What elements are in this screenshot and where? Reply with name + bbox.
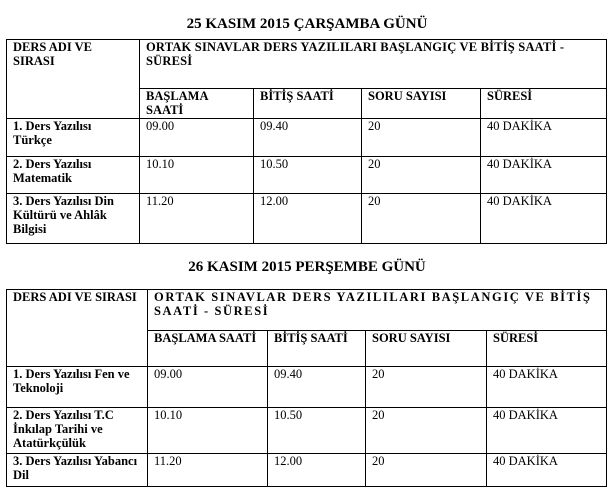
- subject-cell: 2. Ders Yazılısı Matematik: [7, 157, 140, 194]
- table-row: [7, 194, 607, 244]
- duration-cell: 40 DAKİKA: [487, 408, 607, 454]
- subject-cell: 3. Ders Yazılısı Din Kültürü ve Ahlâk Bilgisi: [7, 194, 140, 244]
- start-time-cell: 11.20: [140, 194, 254, 244]
- end-time-cell: 09.40: [254, 119, 362, 157]
- table-row: [7, 119, 607, 157]
- day1-col-duration-header: SÜRESİ: [481, 89, 607, 119]
- duration-cell: 40 DAKİKA: [481, 119, 607, 157]
- end-time-cell: 09.40: [268, 367, 366, 408]
- day1-col-subject-header: DERS ADI VE SIRASI: [7, 40, 140, 119]
- table-row: [7, 157, 607, 194]
- day2-col-end-header: BİTİŞ SAATİ: [268, 331, 366, 367]
- day2-span-header: ORTAK SINAVLAR DERS YAZILILARI BAŞLANGIÇ VE BİTİŞ SAATİ - SÜRESİ: [148, 290, 607, 331]
- subject-cell: 3. Ders Yazılısı Yabancı Dil: [7, 454, 148, 487]
- question-count-cell: 20: [366, 454, 487, 487]
- day1-col-start-header: BAŞLAMA SAATİ: [140, 89, 254, 119]
- start-time-cell: 09.00: [140, 119, 254, 157]
- question-count-cell: 20: [362, 194, 481, 244]
- end-time-cell: 10.50: [268, 408, 366, 454]
- end-time-cell: 10.50: [254, 157, 362, 194]
- subject-cell: 1. Ders Yazılısı Fen ve Teknoloji: [7, 367, 148, 408]
- duration-cell: 40 DAKİKA: [487, 367, 607, 408]
- day2-header-row: [7, 290, 607, 331]
- end-time-cell: 12.00: [254, 194, 362, 244]
- table-row: [7, 367, 607, 408]
- subject-cell: 2. Ders Yazılısı T.C İnkılap Tarihi ve Atatürkçülük: [7, 408, 148, 454]
- day1-schedule-table: [6, 39, 607, 244]
- day2-title: 26 KASIM 2015 PERŞEMBE GÜNÜ: [188, 259, 426, 275]
- duration-cell: 40 DAKİKA: [487, 454, 607, 487]
- start-time-cell: 11.20: [148, 454, 268, 487]
- duration-cell: 40 DAKİKA: [481, 194, 607, 244]
- table-row: [7, 454, 607, 487]
- duration-cell: 40 DAKİKA: [481, 157, 607, 194]
- question-count-cell: 20: [366, 408, 487, 454]
- day2-col-questions-header: SORU SAYISI: [366, 331, 487, 367]
- day2-col-subject-header: DERS ADI VE SIRASI: [7, 290, 148, 367]
- table-row: [7, 408, 607, 454]
- start-time-cell: 09.00: [148, 367, 268, 408]
- question-count-cell: 20: [362, 157, 481, 194]
- start-time-cell: 10.10: [148, 408, 268, 454]
- day2-col-start-header: BAŞLAMA SAATİ: [148, 331, 268, 367]
- end-time-cell: 12.00: [268, 454, 366, 487]
- question-count-cell: 20: [366, 367, 487, 408]
- day1-title: 25 KASIM 2015 ÇARŞAMBA GÜNÜ: [186, 16, 428, 32]
- day1-col-end-header: BİTİŞ SAATİ: [254, 89, 362, 119]
- start-time-cell: 10.10: [140, 157, 254, 194]
- day2-schedule-table: [6, 289, 607, 487]
- day1-header-row: [7, 40, 607, 89]
- day1-span-header: ORTAK SINAVLAR DERS YAZILILARI BAŞLANGIÇ VE BİTİŞ SAATİ - SÜRESİ: [140, 40, 607, 89]
- day1-col-questions-header: SORU SAYISI: [362, 89, 481, 119]
- subject-cell: 1. Ders Yazılısı Türkçe: [7, 119, 140, 157]
- day2-col-duration-header: SÜRESİ: [487, 331, 607, 367]
- question-count-cell: 20: [362, 119, 481, 157]
